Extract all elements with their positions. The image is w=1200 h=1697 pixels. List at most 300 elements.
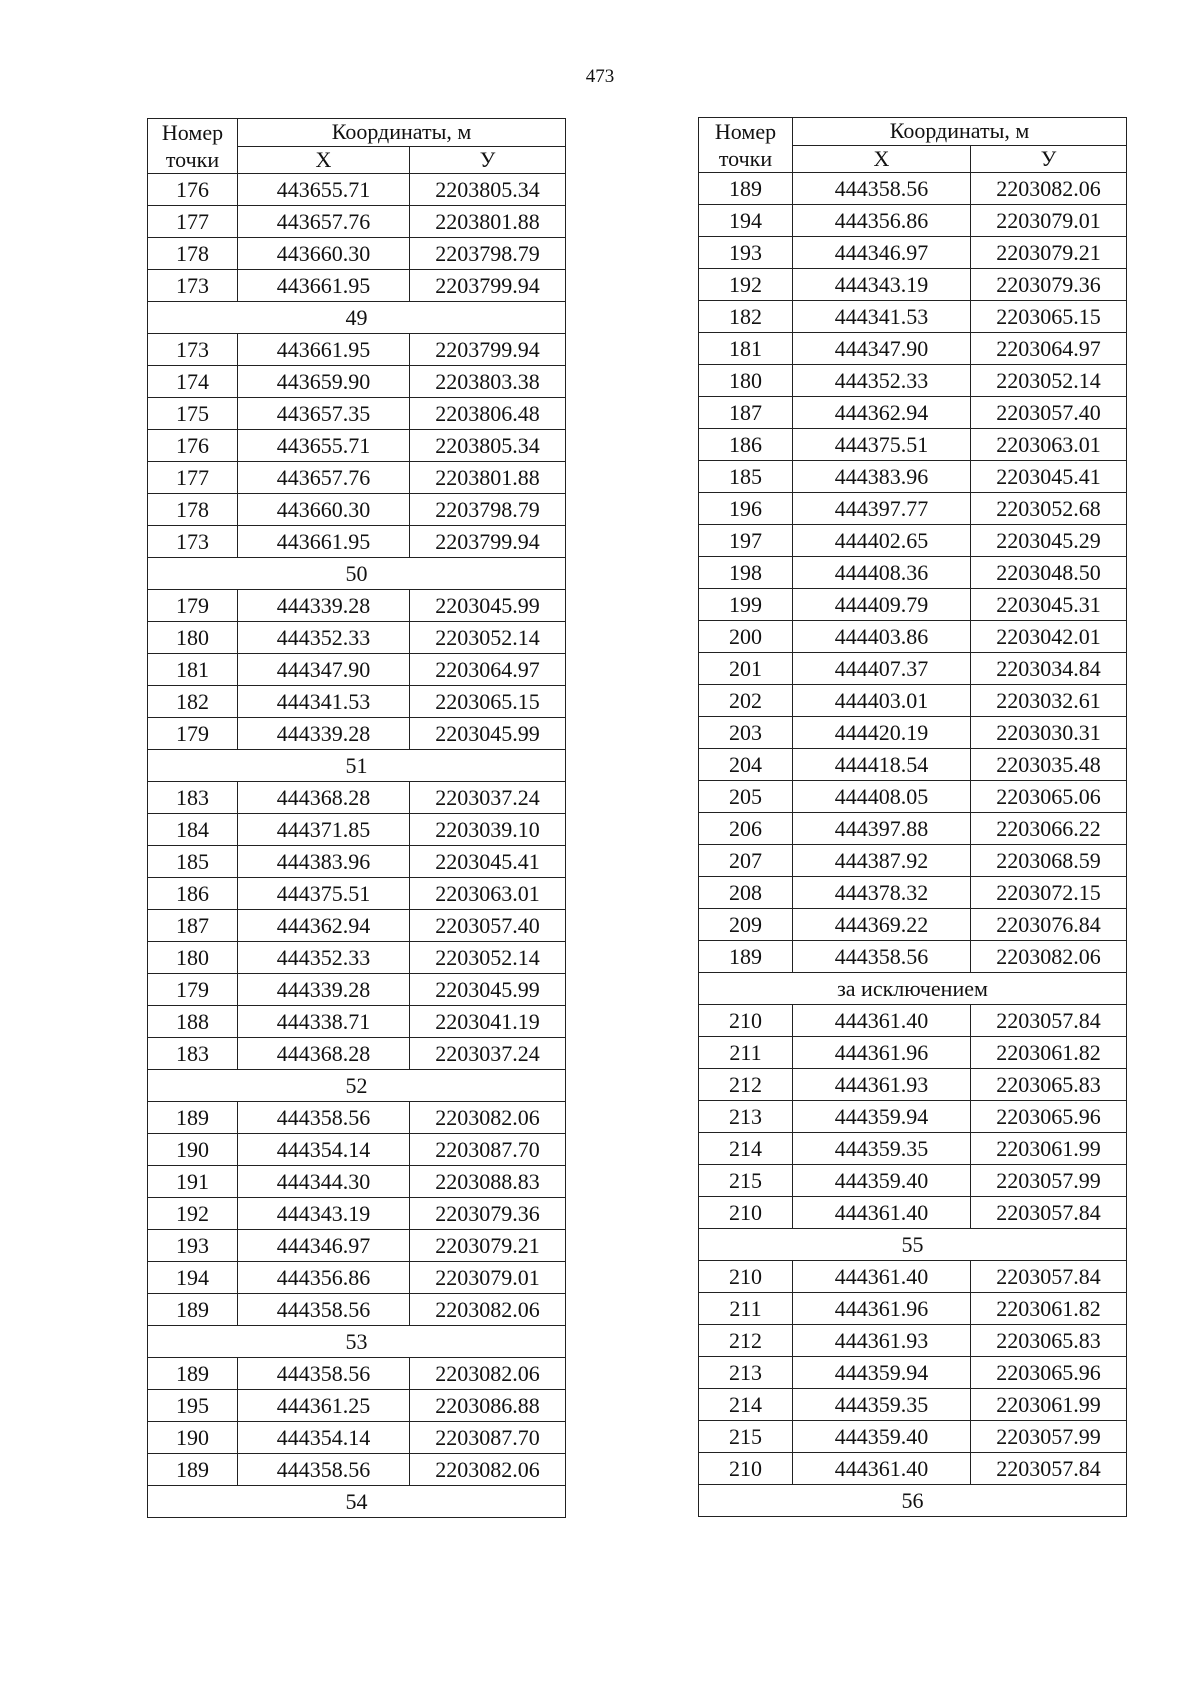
y-coordinate-cell: 2203037.24 bbox=[410, 1038, 566, 1070]
point-number-cell: 173 bbox=[148, 526, 238, 558]
table-row bbox=[699, 781, 1127, 813]
table-row bbox=[148, 686, 566, 718]
x-coordinate-cell: 443661.95 bbox=[238, 334, 410, 366]
point-number-cell: 200 bbox=[699, 621, 793, 653]
x-coordinate-cell: 444359.94 bbox=[793, 1101, 971, 1133]
y-header: У bbox=[971, 145, 1127, 173]
x-coordinate-cell: 443657.76 bbox=[238, 206, 410, 238]
point-number-cell: 210 bbox=[699, 1197, 793, 1229]
y-coordinate-cell: 2203045.99 bbox=[410, 718, 566, 750]
table-row bbox=[699, 301, 1127, 333]
point-number-header bbox=[148, 119, 238, 174]
point-number-cell: 213 bbox=[699, 1357, 793, 1389]
point-number-cell: 209 bbox=[699, 909, 793, 941]
y-coordinate-cell: 2203057.84 bbox=[971, 1453, 1127, 1485]
point-number-cell: 193 bbox=[148, 1230, 238, 1262]
y-coordinate-cell: 2203065.15 bbox=[971, 301, 1127, 333]
point-number-cell: 203 bbox=[699, 717, 793, 749]
section-label: 56 bbox=[699, 1485, 1127, 1517]
point-number-cell: 202 bbox=[699, 685, 793, 717]
point-number-cell: 190 bbox=[148, 1134, 238, 1166]
point-number-cell: 214 bbox=[699, 1133, 793, 1165]
point-number-cell: 210 bbox=[699, 1005, 793, 1037]
y-coordinate-cell: 2203065.83 bbox=[971, 1069, 1127, 1101]
y-coordinate-cell: 2203063.01 bbox=[410, 878, 566, 910]
table-row bbox=[148, 814, 566, 846]
x-coordinate-cell: 444346.97 bbox=[793, 237, 971, 269]
x-coordinate-cell: 444361.25 bbox=[238, 1390, 410, 1422]
x-coordinate-cell: 444361.40 bbox=[793, 1005, 971, 1037]
x-coordinate-cell: 443657.35 bbox=[238, 398, 410, 430]
y-coordinate-cell: 2203065.96 bbox=[971, 1357, 1127, 1389]
section-row bbox=[699, 1485, 1127, 1517]
point-number-cell: 176 bbox=[148, 174, 238, 206]
x-coordinate-cell: 444359.40 bbox=[793, 1421, 971, 1453]
y-coordinate-cell: 2203079.01 bbox=[410, 1262, 566, 1294]
table-row bbox=[148, 398, 566, 430]
x-coordinate-cell: 444397.88 bbox=[793, 813, 971, 845]
point-number-cell: 181 bbox=[699, 333, 793, 365]
y-coordinate-cell: 2203061.99 bbox=[971, 1133, 1127, 1165]
x-coordinate-cell: 444418.54 bbox=[793, 749, 971, 781]
y-coordinate-cell: 2203061.82 bbox=[971, 1037, 1127, 1069]
point-number-cell: 185 bbox=[148, 846, 238, 878]
coordinates-table-right bbox=[698, 117, 1127, 1517]
y-coordinate-cell: 2203045.99 bbox=[410, 974, 566, 1006]
coordinates-header: Координаты, м bbox=[793, 118, 1127, 146]
y-coordinate-cell: 2203068.59 bbox=[971, 845, 1127, 877]
y-coordinate-cell: 2203079.21 bbox=[971, 237, 1127, 269]
point-number-cell: 179 bbox=[148, 974, 238, 1006]
y-coordinate-cell: 2203806.48 bbox=[410, 398, 566, 430]
y-coordinate-cell: 2203057.84 bbox=[971, 1197, 1127, 1229]
y-coordinate-cell: 2203037.24 bbox=[410, 782, 566, 814]
x-coordinate-cell: 444359.35 bbox=[793, 1389, 971, 1421]
y-coordinate-cell: 2203035.48 bbox=[971, 749, 1127, 781]
x-coordinate-cell: 444403.86 bbox=[793, 621, 971, 653]
point-number-header-line1: Номер bbox=[161, 120, 224, 145]
y-coordinate-cell: 2203045.41 bbox=[410, 846, 566, 878]
table-row bbox=[148, 1134, 566, 1166]
y-coordinate-cell: 2203079.01 bbox=[971, 205, 1127, 237]
y-coordinate-cell: 2203061.82 bbox=[971, 1293, 1127, 1325]
point-number-cell: 194 bbox=[699, 205, 793, 237]
point-number-header-line2: точки bbox=[165, 147, 220, 172]
point-number-cell: 212 bbox=[699, 1069, 793, 1101]
table-row bbox=[699, 845, 1127, 877]
point-number-header bbox=[699, 118, 793, 173]
table-row bbox=[148, 622, 566, 654]
table-row bbox=[148, 782, 566, 814]
x-coordinate-cell: 444359.40 bbox=[793, 1165, 971, 1197]
x-coordinate-cell: 444352.33 bbox=[238, 622, 410, 654]
y-coordinate-cell: 2203076.84 bbox=[971, 909, 1127, 941]
point-number-cell: 207 bbox=[699, 845, 793, 877]
x-coordinate-cell: 443655.71 bbox=[238, 174, 410, 206]
point-number-cell: 198 bbox=[699, 557, 793, 589]
point-number-cell: 211 bbox=[699, 1293, 793, 1325]
x-coordinate-cell: 444359.94 bbox=[793, 1357, 971, 1389]
point-number-cell: 210 bbox=[699, 1261, 793, 1293]
y-coordinate-cell: 2203064.97 bbox=[410, 654, 566, 686]
point-number-cell: 199 bbox=[699, 589, 793, 621]
y-coordinate-cell: 2203801.88 bbox=[410, 206, 566, 238]
point-number-cell: 189 bbox=[699, 173, 793, 205]
y-coordinate-cell: 2203042.01 bbox=[971, 621, 1127, 653]
x-coordinate-cell: 444358.56 bbox=[238, 1454, 410, 1486]
section-row bbox=[148, 1326, 566, 1358]
y-coordinate-cell: 2203065.96 bbox=[971, 1101, 1127, 1133]
table-row bbox=[699, 269, 1127, 301]
point-number-cell: 201 bbox=[699, 653, 793, 685]
x-coordinate-cell: 444352.33 bbox=[793, 365, 971, 397]
coordinates-table-left bbox=[147, 118, 566, 1518]
point-number-cell: 213 bbox=[699, 1101, 793, 1133]
table-row bbox=[699, 1261, 1127, 1293]
point-number-cell: 189 bbox=[148, 1294, 238, 1326]
table-row bbox=[699, 1037, 1127, 1069]
table-row bbox=[148, 878, 566, 910]
point-number-header-line2: точки bbox=[718, 146, 773, 171]
x-coordinate-cell: 444358.56 bbox=[238, 1102, 410, 1134]
point-number-cell: 183 bbox=[148, 782, 238, 814]
section-row bbox=[148, 1070, 566, 1102]
x-coordinate-cell: 444347.90 bbox=[793, 333, 971, 365]
point-number-cell: 187 bbox=[148, 910, 238, 942]
table-row bbox=[148, 462, 566, 494]
y-coordinate-cell: 2203045.29 bbox=[971, 525, 1127, 557]
table-row bbox=[148, 1006, 566, 1038]
table-row bbox=[148, 334, 566, 366]
x-coordinate-cell: 444378.32 bbox=[793, 877, 971, 909]
point-number-cell: 196 bbox=[699, 493, 793, 525]
x-coordinate-cell: 444361.40 bbox=[793, 1261, 971, 1293]
table-row bbox=[699, 1389, 1127, 1421]
point-number-cell: 182 bbox=[148, 686, 238, 718]
x-coordinate-cell: 444359.35 bbox=[793, 1133, 971, 1165]
x-coordinate-cell: 444375.51 bbox=[793, 429, 971, 461]
x-header: X bbox=[238, 146, 410, 174]
x-coordinate-cell: 444339.28 bbox=[238, 718, 410, 750]
x-coordinate-cell: 444356.86 bbox=[793, 205, 971, 237]
table-row bbox=[699, 717, 1127, 749]
table-row bbox=[148, 654, 566, 686]
table-row bbox=[699, 525, 1127, 557]
y-coordinate-cell: 2203798.79 bbox=[410, 494, 566, 526]
y-coordinate-cell: 2203032.61 bbox=[971, 685, 1127, 717]
section-label: 52 bbox=[148, 1070, 566, 1102]
x-coordinate-cell: 444358.56 bbox=[793, 941, 971, 973]
x-coordinate-cell: 444408.36 bbox=[793, 557, 971, 589]
y-coordinate-cell: 2203052.14 bbox=[410, 622, 566, 654]
point-number-cell: 175 bbox=[148, 398, 238, 430]
x-coordinate-cell: 444361.40 bbox=[793, 1453, 971, 1485]
section-row bbox=[148, 558, 566, 590]
point-number-cell: 214 bbox=[699, 1389, 793, 1421]
y-coordinate-cell: 2203066.22 bbox=[971, 813, 1127, 845]
x-coordinate-cell: 444408.05 bbox=[793, 781, 971, 813]
point-number-cell: 174 bbox=[148, 366, 238, 398]
table-row bbox=[148, 718, 566, 750]
table-row bbox=[699, 1293, 1127, 1325]
y-coordinate-cell: 2203063.01 bbox=[971, 429, 1127, 461]
y-coordinate-cell: 2203805.34 bbox=[410, 174, 566, 206]
x-coordinate-cell: 444354.14 bbox=[238, 1422, 410, 1454]
point-number-cell: 184 bbox=[148, 814, 238, 846]
x-coordinate-cell: 444361.40 bbox=[793, 1197, 971, 1229]
point-number-cell: 194 bbox=[148, 1262, 238, 1294]
point-number-cell: 182 bbox=[699, 301, 793, 333]
y-coordinate-cell: 2203048.50 bbox=[971, 557, 1127, 589]
x-coordinate-cell: 444343.19 bbox=[793, 269, 971, 301]
y-coordinate-cell: 2203045.99 bbox=[410, 590, 566, 622]
table-row bbox=[699, 429, 1127, 461]
point-number-cell: 206 bbox=[699, 813, 793, 845]
point-number-cell: 176 bbox=[148, 430, 238, 462]
x-coordinate-cell: 444362.94 bbox=[793, 397, 971, 429]
x-coordinate-cell: 443659.90 bbox=[238, 366, 410, 398]
table-row bbox=[699, 1197, 1127, 1229]
x-coordinate-cell: 444339.28 bbox=[238, 974, 410, 1006]
table-row bbox=[699, 1069, 1127, 1101]
table-row bbox=[699, 941, 1127, 973]
x-coordinate-cell: 443655.71 bbox=[238, 430, 410, 462]
y-coordinate-cell: 2203061.99 bbox=[971, 1389, 1127, 1421]
y-coordinate-cell: 2203801.88 bbox=[410, 462, 566, 494]
table-row bbox=[699, 1005, 1127, 1037]
table-row bbox=[699, 621, 1127, 653]
table-row bbox=[148, 846, 566, 878]
table-row bbox=[699, 653, 1127, 685]
y-coordinate-cell: 2203065.83 bbox=[971, 1325, 1127, 1357]
x-coordinate-cell: 444420.19 bbox=[793, 717, 971, 749]
table-row bbox=[699, 1133, 1127, 1165]
table-row bbox=[148, 1454, 566, 1486]
y-coordinate-cell: 2203041.19 bbox=[410, 1006, 566, 1038]
point-number-cell: 180 bbox=[148, 942, 238, 974]
y-coordinate-cell: 2203052.14 bbox=[971, 365, 1127, 397]
table-row bbox=[699, 237, 1127, 269]
point-number-cell: 173 bbox=[148, 270, 238, 302]
point-number-cell: 181 bbox=[148, 654, 238, 686]
table-row bbox=[148, 1166, 566, 1198]
table-row bbox=[699, 909, 1127, 941]
table-row bbox=[699, 685, 1127, 717]
y-coordinate-cell: 2203082.06 bbox=[410, 1102, 566, 1134]
x-coordinate-cell: 443660.30 bbox=[238, 494, 410, 526]
point-number-cell: 197 bbox=[699, 525, 793, 557]
y-coordinate-cell: 2203039.10 bbox=[410, 814, 566, 846]
table-row bbox=[699, 1421, 1127, 1453]
x-coordinate-cell: 444358.56 bbox=[793, 173, 971, 205]
table-row bbox=[148, 1198, 566, 1230]
point-number-cell: 173 bbox=[148, 334, 238, 366]
y-coordinate-cell: 2203799.94 bbox=[410, 270, 566, 302]
x-coordinate-cell: 443657.76 bbox=[238, 462, 410, 494]
section-label: 54 bbox=[148, 1486, 566, 1518]
point-number-cell: 177 bbox=[148, 206, 238, 238]
point-number-cell: 215 bbox=[699, 1421, 793, 1453]
x-coordinate-cell: 444368.28 bbox=[238, 782, 410, 814]
table-row bbox=[148, 494, 566, 526]
table-row bbox=[699, 749, 1127, 781]
table-row bbox=[699, 589, 1127, 621]
y-coordinate-cell: 2203082.06 bbox=[410, 1454, 566, 1486]
table-row bbox=[148, 1358, 566, 1390]
y-coordinate-cell: 2203057.40 bbox=[971, 397, 1127, 429]
point-number-cell: 212 bbox=[699, 1325, 793, 1357]
x-coordinate-cell: 443661.95 bbox=[238, 270, 410, 302]
table-row bbox=[699, 365, 1127, 397]
point-number-cell: 186 bbox=[699, 429, 793, 461]
point-number-cell: 210 bbox=[699, 1453, 793, 1485]
table-row bbox=[699, 173, 1127, 205]
point-number-cell: 178 bbox=[148, 238, 238, 270]
table-row bbox=[148, 1038, 566, 1070]
y-coordinate-cell: 2203052.14 bbox=[410, 942, 566, 974]
point-number-cell: 180 bbox=[148, 622, 238, 654]
point-number-cell: 190 bbox=[148, 1422, 238, 1454]
table-row bbox=[148, 974, 566, 1006]
table-row bbox=[148, 1422, 566, 1454]
point-number-cell: 205 bbox=[699, 781, 793, 813]
y-coordinate-cell: 2203045.41 bbox=[971, 461, 1127, 493]
table-row bbox=[148, 526, 566, 558]
x-coordinate-cell: 444361.93 bbox=[793, 1325, 971, 1357]
y-coordinate-cell: 2203057.40 bbox=[410, 910, 566, 942]
table-row bbox=[148, 366, 566, 398]
x-coordinate-cell: 444407.37 bbox=[793, 653, 971, 685]
x-coordinate-cell: 444339.28 bbox=[238, 590, 410, 622]
x-coordinate-cell: 444409.79 bbox=[793, 589, 971, 621]
y-coordinate-cell: 2203082.06 bbox=[971, 173, 1127, 205]
point-number-cell: 195 bbox=[148, 1390, 238, 1422]
point-number-cell: 187 bbox=[699, 397, 793, 429]
point-number-cell: 186 bbox=[148, 878, 238, 910]
y-coordinate-cell: 2203088.83 bbox=[410, 1166, 566, 1198]
table-row bbox=[148, 206, 566, 238]
y-coordinate-cell: 2203086.88 bbox=[410, 1390, 566, 1422]
x-coordinate-cell: 444344.30 bbox=[238, 1166, 410, 1198]
point-number-cell: 177 bbox=[148, 462, 238, 494]
y-coordinate-cell: 2203079.36 bbox=[971, 269, 1127, 301]
y-coordinate-cell: 2203064.97 bbox=[971, 333, 1127, 365]
point-number-cell: 178 bbox=[148, 494, 238, 526]
y-coordinate-cell: 2203079.36 bbox=[410, 1198, 566, 1230]
point-number-cell: 192 bbox=[148, 1198, 238, 1230]
table-row bbox=[148, 238, 566, 270]
page-number: 473 bbox=[585, 66, 615, 87]
table-row bbox=[699, 1357, 1127, 1389]
x-coordinate-cell: 444402.65 bbox=[793, 525, 971, 557]
coordinates-header: Координаты, м bbox=[238, 119, 566, 147]
y-coordinate-cell: 2203065.06 bbox=[971, 781, 1127, 813]
x-coordinate-cell: 444383.96 bbox=[793, 461, 971, 493]
y-coordinate-cell: 2203057.99 bbox=[971, 1421, 1127, 1453]
y-coordinate-cell: 2203087.70 bbox=[410, 1134, 566, 1166]
y-coordinate-cell: 2203052.68 bbox=[971, 493, 1127, 525]
y-header: У bbox=[410, 146, 566, 174]
point-number-cell: 215 bbox=[699, 1165, 793, 1197]
x-coordinate-cell: 444354.14 bbox=[238, 1134, 410, 1166]
table-row bbox=[148, 942, 566, 974]
table-row bbox=[699, 397, 1127, 429]
point-number-cell: 193 bbox=[699, 237, 793, 269]
y-coordinate-cell: 2203799.94 bbox=[410, 526, 566, 558]
y-coordinate-cell: 2203799.94 bbox=[410, 334, 566, 366]
x-coordinate-cell: 444383.96 bbox=[238, 846, 410, 878]
x-coordinate-cell: 444358.56 bbox=[238, 1294, 410, 1326]
y-coordinate-cell: 2203079.21 bbox=[410, 1230, 566, 1262]
y-coordinate-cell: 2203803.38 bbox=[410, 366, 566, 398]
table-row bbox=[699, 1165, 1127, 1197]
point-number-cell: 211 bbox=[699, 1037, 793, 1069]
y-coordinate-cell: 2203057.99 bbox=[971, 1165, 1127, 1197]
section-row bbox=[699, 1229, 1127, 1261]
y-coordinate-cell: 2203030.31 bbox=[971, 717, 1127, 749]
y-coordinate-cell: 2203034.84 bbox=[971, 653, 1127, 685]
section-row bbox=[148, 750, 566, 782]
table-row bbox=[699, 813, 1127, 845]
x-coordinate-cell: 444352.33 bbox=[238, 942, 410, 974]
point-number-cell: 191 bbox=[148, 1166, 238, 1198]
section-label: за исключением bbox=[699, 973, 1127, 1005]
section-row bbox=[699, 973, 1127, 1005]
y-coordinate-cell: 2203065.15 bbox=[410, 686, 566, 718]
table-row bbox=[699, 557, 1127, 589]
x-coordinate-cell: 444375.51 bbox=[238, 878, 410, 910]
point-number-cell: 188 bbox=[148, 1006, 238, 1038]
section-label: 51 bbox=[148, 750, 566, 782]
y-coordinate-cell: 2203057.84 bbox=[971, 1261, 1127, 1293]
table-row bbox=[148, 1294, 566, 1326]
table-row bbox=[148, 1262, 566, 1294]
x-coordinate-cell: 444347.90 bbox=[238, 654, 410, 686]
point-number-cell: 204 bbox=[699, 749, 793, 781]
x-coordinate-cell: 444369.22 bbox=[793, 909, 971, 941]
x-coordinate-cell: 444361.96 bbox=[793, 1037, 971, 1069]
x-coordinate-cell: 444361.96 bbox=[793, 1293, 971, 1325]
point-number-cell: 185 bbox=[699, 461, 793, 493]
section-label: 50 bbox=[148, 558, 566, 590]
point-number-header-line1: Номер bbox=[714, 119, 777, 144]
point-number-cell: 179 bbox=[148, 590, 238, 622]
x-coordinate-cell: 444361.93 bbox=[793, 1069, 971, 1101]
x-coordinate-cell: 444371.85 bbox=[238, 814, 410, 846]
x-coordinate-cell: 444341.53 bbox=[238, 686, 410, 718]
table-row bbox=[148, 590, 566, 622]
x-coordinate-cell: 444356.86 bbox=[238, 1262, 410, 1294]
y-coordinate-cell: 2203057.84 bbox=[971, 1005, 1127, 1037]
table-row bbox=[699, 493, 1127, 525]
point-number-cell: 189 bbox=[148, 1102, 238, 1134]
section-label: 49 bbox=[148, 302, 566, 334]
x-coordinate-cell: 443661.95 bbox=[238, 526, 410, 558]
section-row bbox=[148, 302, 566, 334]
table-row bbox=[699, 461, 1127, 493]
point-number-cell: 183 bbox=[148, 1038, 238, 1070]
table-row bbox=[148, 1390, 566, 1422]
table-row bbox=[148, 174, 566, 206]
table-row bbox=[699, 1325, 1127, 1357]
x-coordinate-cell: 444403.01 bbox=[793, 685, 971, 717]
x-coordinate-cell: 444368.28 bbox=[238, 1038, 410, 1070]
table-row bbox=[148, 430, 566, 462]
y-coordinate-cell: 2203082.06 bbox=[410, 1294, 566, 1326]
table-row bbox=[148, 270, 566, 302]
section-row bbox=[148, 1486, 566, 1518]
x-header: X bbox=[793, 145, 971, 173]
